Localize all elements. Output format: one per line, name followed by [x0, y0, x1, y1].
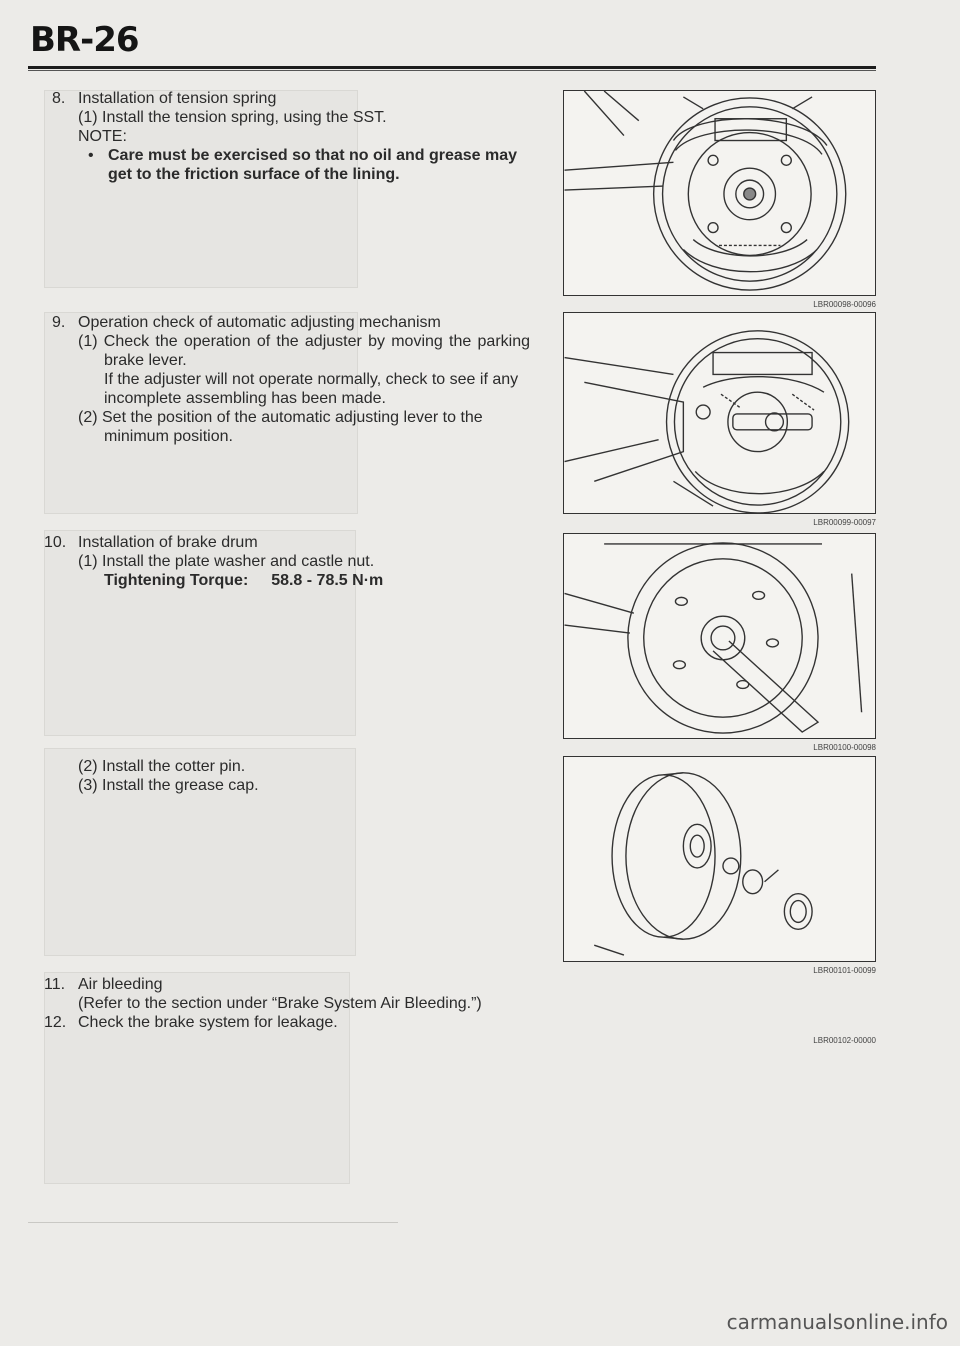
- step-title: Installation of tension spring: [78, 90, 277, 107]
- figure-brake-drum-torque: [563, 533, 876, 739]
- figure-caption: LBR00101-00099: [813, 966, 876, 975]
- step-title: Check the brake system for leakage.: [78, 1014, 338, 1031]
- sub-step: (2) Install the cotter pin.: [78, 758, 246, 775]
- sub-step: (1) Check the operation of the adjuster by moving the parking brake lever.: [78, 333, 530, 369]
- drum-cotter-pin-illustration: [564, 757, 875, 961]
- sub-step: (2) Set the position of the automatic adjusting lever to the minimum position.: [78, 409, 483, 445]
- brake-backing-plate-illustration: [564, 91, 875, 295]
- step-8: [52, 89, 530, 184]
- figure-caption: LBR00102-00000: [813, 1036, 876, 1045]
- sub-step: (1) Install the plate washer and castle nut.: [78, 553, 375, 570]
- step-number: 12.: [44, 1014, 67, 1031]
- step-10-continued: [52, 757, 530, 795]
- figure-caption: LBR00099-00097: [813, 518, 876, 527]
- step-9: [52, 313, 530, 446]
- bullet-icon: •: [88, 147, 94, 164]
- step-title: Operation check of automatic adjusting mechanism: [78, 314, 441, 331]
- step-11: [44, 975, 572, 1032]
- step-number: 9.: [52, 314, 66, 331]
- adjuster-mechanism-illustration: [564, 313, 875, 513]
- note-text: Care must be exercised so that no oil and grease may get to the friction surface of the lining.: [108, 147, 518, 183]
- figure-caption: LBR00098-00096: [813, 300, 876, 309]
- step-10: [44, 533, 530, 590]
- step-title: Air bleeding: [78, 976, 163, 993]
- figure-adjuster: [563, 312, 876, 514]
- brake-drum-wrench-illustration: [564, 534, 875, 738]
- watermark: carmanualsonline.info: [726, 1310, 948, 1334]
- step-title: Installation of brake drum: [78, 534, 258, 551]
- header-rule: [28, 66, 876, 69]
- note-label: NOTE:: [78, 128, 127, 145]
- header-rule-thin: [28, 70, 876, 71]
- sub-step-detail: (Refer to the section under “Brake System Air Bleeding.”): [78, 995, 482, 1012]
- figure-tension-spring: [563, 90, 876, 296]
- sub-step: (1) Install the tension spring, using the SST.: [78, 109, 387, 126]
- torque-label: Tightening Torque:: [104, 572, 249, 589]
- page-title: BR-26: [30, 20, 139, 60]
- step-number: 8.: [52, 90, 66, 107]
- step-number: 10.: [44, 534, 67, 551]
- figure-drum-exploded: [563, 756, 876, 962]
- sub-step: (3) Install the grease cap.: [78, 777, 259, 794]
- sub-step-detail: If the adjuster will not operate normally, check to see if any incomplete assembling has been made.: [104, 371, 519, 407]
- step-number: 11.: [44, 976, 66, 993]
- torque-value: 58.8 - 78.5 N·m: [271, 572, 384, 589]
- footer-rule: [28, 1222, 398, 1223]
- figure-caption: LBR00100-00098: [813, 743, 876, 752]
